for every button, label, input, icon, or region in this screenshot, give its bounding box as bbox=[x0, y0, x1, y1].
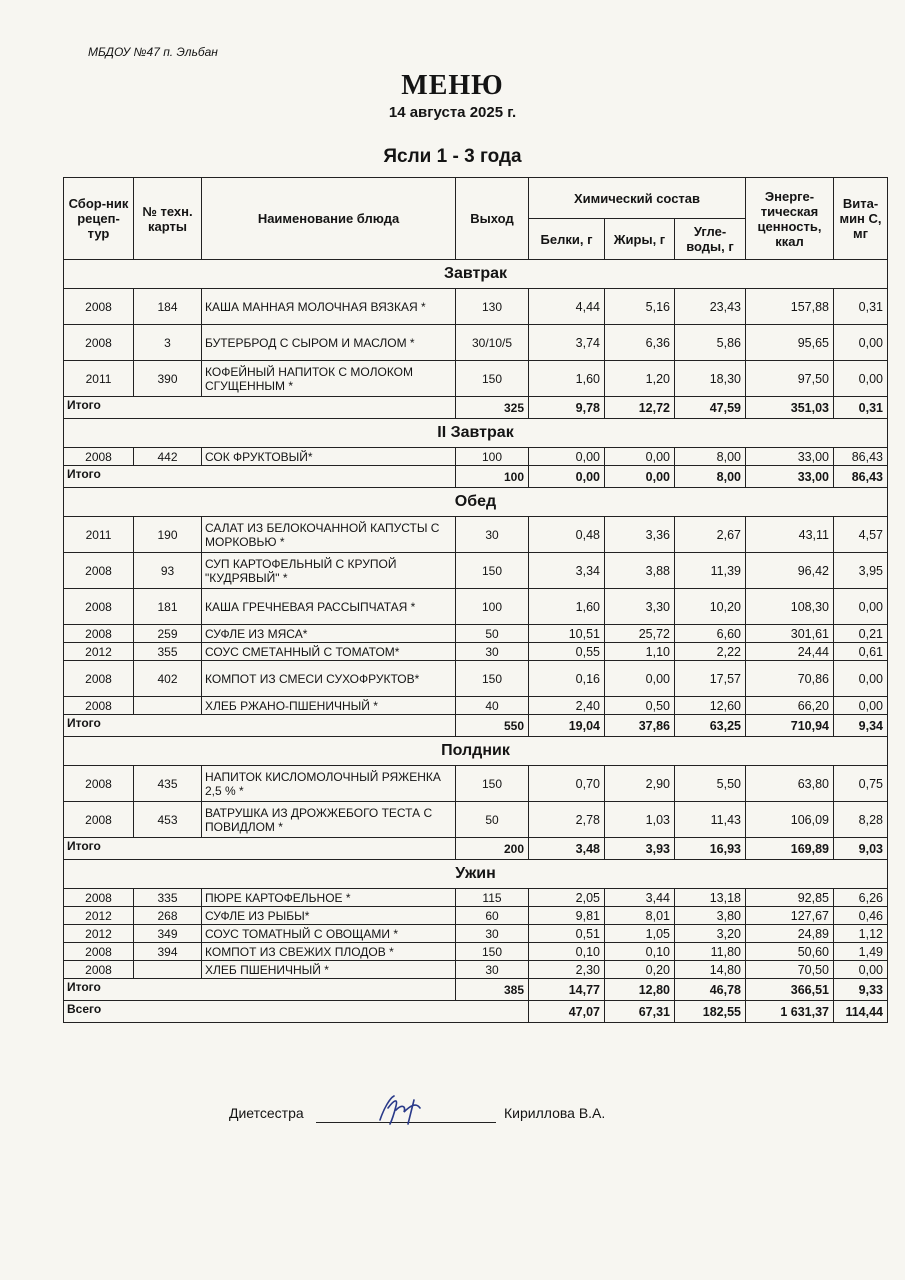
cell-card: 259 bbox=[134, 625, 202, 643]
table-row bbox=[64, 325, 888, 361]
cell-vitc: 0,46 bbox=[834, 907, 888, 925]
total-energy: 351,03 bbox=[746, 397, 834, 419]
table-row bbox=[64, 553, 888, 589]
cell-dish-name: ХЛЕБ РЖАНО-ПШЕНИЧНЫЙ * bbox=[202, 697, 456, 715]
total-fat: 37,86 bbox=[605, 715, 675, 737]
cell-dish-name: НАПИТОК КИСЛОМОЛОЧНЫЙ РЯЖЕНКА 2,5 % * bbox=[202, 766, 456, 802]
cell-fat: 0,00 bbox=[605, 661, 675, 697]
section-title: Полдник bbox=[64, 737, 888, 766]
cell-protein: 2,78 bbox=[529, 802, 605, 838]
cell-yield: 30 bbox=[456, 925, 529, 943]
cell-carbs: 6,60 bbox=[675, 625, 746, 643]
header-chem: Химический состав bbox=[529, 178, 746, 219]
cell-card: 268 bbox=[134, 907, 202, 925]
cell-collection: 2008 bbox=[64, 325, 134, 361]
cell-vitc: 86,43 bbox=[834, 448, 888, 466]
cell-vitc: 0,75 bbox=[834, 766, 888, 802]
table-row bbox=[64, 517, 888, 553]
cell-fat: 3,44 bbox=[605, 889, 675, 907]
cell-fat: 3,30 bbox=[605, 589, 675, 625]
age-group: Ясли 1 - 3 года bbox=[383, 146, 522, 167]
cell-fat: 0,20 bbox=[605, 961, 675, 979]
cell-carbs: 10,20 bbox=[675, 589, 746, 625]
cell-carbs: 8,00 bbox=[675, 448, 746, 466]
grand-total-row bbox=[64, 1001, 888, 1023]
cell-carbs: 11,43 bbox=[675, 802, 746, 838]
cell-protein: 2,40 bbox=[529, 697, 605, 715]
table-row bbox=[64, 802, 888, 838]
grand-total-energy: 1 631,37 bbox=[746, 1001, 834, 1023]
cell-energy: 70,86 bbox=[746, 661, 834, 697]
header-vitc: Вита-мин С, мг bbox=[834, 178, 888, 260]
cell-card bbox=[134, 961, 202, 979]
total-protein: 14,77 bbox=[529, 979, 605, 1001]
cell-vitc: 0,61 bbox=[834, 643, 888, 661]
cell-yield: 50 bbox=[456, 625, 529, 643]
cell-dish-name: КАША МАННАЯ МОЛОЧНАЯ ВЯЗКАЯ * bbox=[202, 289, 456, 325]
cell-energy: 33,00 bbox=[746, 448, 834, 466]
cell-vitc: 3,95 bbox=[834, 553, 888, 589]
page-title: МЕНЮ bbox=[401, 70, 504, 101]
cell-collection: 2011 bbox=[64, 517, 134, 553]
cell-collection: 2008 bbox=[64, 802, 134, 838]
table-row bbox=[64, 925, 888, 943]
cell-dish-name: СУП КАРТОФЕЛЬНЫЙ С КРУПОЙ "КУДРЯВЫЙ" * bbox=[202, 553, 456, 589]
cell-yield: 40 bbox=[456, 697, 529, 715]
cell-yield: 115 bbox=[456, 889, 529, 907]
cell-card: 181 bbox=[134, 589, 202, 625]
table-row bbox=[64, 289, 888, 325]
grand-total-carbs: 182,55 bbox=[675, 1001, 746, 1023]
cell-yield: 30/10/5 bbox=[456, 325, 529, 361]
cell-energy: 63,80 bbox=[746, 766, 834, 802]
cell-dish-name: СОУС ТОМАТНЫЙ С ОВОЩАМИ * bbox=[202, 925, 456, 943]
cell-carbs: 2,67 bbox=[675, 517, 746, 553]
total-yield: 200 bbox=[456, 838, 529, 860]
cell-yield: 150 bbox=[456, 661, 529, 697]
cell-energy: 66,20 bbox=[746, 697, 834, 715]
table-row bbox=[64, 889, 888, 907]
cell-fat: 0,10 bbox=[605, 943, 675, 961]
table-row bbox=[64, 943, 888, 961]
cell-carbs: 11,80 bbox=[675, 943, 746, 961]
cell-carbs: 5,86 bbox=[675, 325, 746, 361]
table-row bbox=[64, 448, 888, 466]
cell-carbs: 14,80 bbox=[675, 961, 746, 979]
cell-yield: 50 bbox=[456, 802, 529, 838]
cell-fat: 2,90 bbox=[605, 766, 675, 802]
cell-yield: 30 bbox=[456, 517, 529, 553]
cell-energy: 108,30 bbox=[746, 589, 834, 625]
cell-yield: 150 bbox=[456, 553, 529, 589]
cell-protein: 9,81 bbox=[529, 907, 605, 925]
total-yield: 550 bbox=[456, 715, 529, 737]
cell-collection: 2012 bbox=[64, 643, 134, 661]
cell-collection: 2008 bbox=[64, 289, 134, 325]
menu-date: 14 августа 2025 г. bbox=[388, 104, 517, 121]
cell-card: 390 bbox=[134, 361, 202, 397]
table-row bbox=[64, 361, 888, 397]
cell-protein: 10,51 bbox=[529, 625, 605, 643]
cell-collection: 2008 bbox=[64, 553, 134, 589]
cell-fat: 6,36 bbox=[605, 325, 675, 361]
cell-protein: 3,34 bbox=[529, 553, 605, 589]
cell-collection: 2008 bbox=[64, 766, 134, 802]
total-protein: 0,00 bbox=[529, 466, 605, 488]
header-yield: Выход bbox=[456, 178, 529, 260]
cell-protein: 0,70 bbox=[529, 766, 605, 802]
cell-protein: 0,48 bbox=[529, 517, 605, 553]
total-vitc: 0,31 bbox=[834, 397, 888, 419]
cell-dish-name: САЛАТ ИЗ БЕЛОКОЧАННОЙ КАПУСТЫ С МОРКОВЬЮ * bbox=[202, 517, 456, 553]
total-fat: 12,80 bbox=[605, 979, 675, 1001]
cell-energy: 127,67 bbox=[746, 907, 834, 925]
total-carbs: 16,93 bbox=[675, 838, 746, 860]
cell-card: 3 bbox=[134, 325, 202, 361]
cell-vitc: 0,21 bbox=[834, 625, 888, 643]
header-collection: Сбор-ник рецеп-тур bbox=[64, 178, 134, 260]
cell-energy: 97,50 bbox=[746, 361, 834, 397]
grand-total-vitc: 114,44 bbox=[834, 1001, 888, 1023]
table-row bbox=[64, 697, 888, 715]
cell-energy: 301,61 bbox=[746, 625, 834, 643]
total-carbs: 46,78 bbox=[675, 979, 746, 1001]
cell-protein: 0,00 bbox=[529, 448, 605, 466]
total-carbs: 47,59 bbox=[675, 397, 746, 419]
cell-fat: 5,16 bbox=[605, 289, 675, 325]
cell-energy: 157,88 bbox=[746, 289, 834, 325]
cell-protein: 1,60 bbox=[529, 589, 605, 625]
handwritten-signature bbox=[370, 1090, 430, 1128]
section-row bbox=[64, 260, 888, 289]
cell-yield: 60 bbox=[456, 907, 529, 925]
total-protein: 9,78 bbox=[529, 397, 605, 419]
table-row bbox=[64, 661, 888, 697]
cell-card: 93 bbox=[134, 553, 202, 589]
cell-carbs: 3,20 bbox=[675, 925, 746, 943]
cell-protein: 0,10 bbox=[529, 943, 605, 961]
table-row bbox=[64, 907, 888, 925]
total-row bbox=[64, 979, 888, 1001]
cell-vitc: 0,00 bbox=[834, 589, 888, 625]
cell-protein: 2,05 bbox=[529, 889, 605, 907]
cell-carbs: 18,30 bbox=[675, 361, 746, 397]
cell-energy: 96,42 bbox=[746, 553, 834, 589]
grand-total-protein: 47,07 bbox=[529, 1001, 605, 1023]
total-row bbox=[64, 466, 888, 488]
cell-dish-name: СОУС СМЕТАННЫЙ С ТОМАТОМ* bbox=[202, 643, 456, 661]
cell-collection: 2008 bbox=[64, 625, 134, 643]
total-carbs: 8,00 bbox=[675, 466, 746, 488]
cell-protein: 0,51 bbox=[529, 925, 605, 943]
cell-card: 349 bbox=[134, 925, 202, 943]
section-title: Завтрак bbox=[64, 260, 888, 289]
cell-fat: 8,01 bbox=[605, 907, 675, 925]
grand-total-label: Всего bbox=[64, 1001, 529, 1023]
cell-collection: 2008 bbox=[64, 961, 134, 979]
total-energy: 33,00 bbox=[746, 466, 834, 488]
total-yield: 325 bbox=[456, 397, 529, 419]
cell-vitc: 0,00 bbox=[834, 325, 888, 361]
organization-name: МБДОУ №47 п. Эльбан bbox=[88, 45, 218, 59]
cell-collection: 2008 bbox=[64, 589, 134, 625]
total-vitc: 9,34 bbox=[834, 715, 888, 737]
cell-card: 394 bbox=[134, 943, 202, 961]
cell-dish-name: СУФЛЕ ИЗ МЯСА* bbox=[202, 625, 456, 643]
cell-yield: 150 bbox=[456, 766, 529, 802]
cell-energy: 43,11 bbox=[746, 517, 834, 553]
cell-dish-name: СУФЛЕ ИЗ РЫБЫ* bbox=[202, 907, 456, 925]
cell-card: 335 bbox=[134, 889, 202, 907]
total-row bbox=[64, 715, 888, 737]
cell-card: 442 bbox=[134, 448, 202, 466]
cell-vitc: 0,00 bbox=[834, 661, 888, 697]
cell-carbs: 11,39 bbox=[675, 553, 746, 589]
cell-card bbox=[134, 697, 202, 715]
cell-dish-name: СОК ФРУКТОВЫЙ* bbox=[202, 448, 456, 466]
cell-card: 453 bbox=[134, 802, 202, 838]
cell-energy: 92,85 bbox=[746, 889, 834, 907]
cell-vitc: 1,12 bbox=[834, 925, 888, 943]
section-title: II Завтрак bbox=[64, 419, 888, 448]
cell-energy: 70,50 bbox=[746, 961, 834, 979]
header-card: № техн. карты bbox=[134, 178, 202, 260]
cell-protein: 1,60 bbox=[529, 361, 605, 397]
total-protein: 19,04 bbox=[529, 715, 605, 737]
cell-carbs: 23,43 bbox=[675, 289, 746, 325]
total-yield: 385 bbox=[456, 979, 529, 1001]
cell-dish-name: ВАТРУШКА ИЗ ДРОЖЖЕБОГО ТЕСТА С ПОВИДЛОМ * bbox=[202, 802, 456, 838]
cell-carbs: 17,57 bbox=[675, 661, 746, 697]
total-fat: 0,00 bbox=[605, 466, 675, 488]
cell-collection: 2008 bbox=[64, 448, 134, 466]
cell-collection: 2008 bbox=[64, 697, 134, 715]
total-label: Итого bbox=[64, 715, 456, 737]
cell-fat: 1,10 bbox=[605, 643, 675, 661]
cell-carbs: 2,22 bbox=[675, 643, 746, 661]
section-title: Обед bbox=[64, 488, 888, 517]
cell-dish-name: КАША ГРЕЧНЕВАЯ РАССЫПЧАТАЯ * bbox=[202, 589, 456, 625]
cell-carbs: 12,60 bbox=[675, 697, 746, 715]
section-row bbox=[64, 737, 888, 766]
total-fat: 3,93 bbox=[605, 838, 675, 860]
cell-fat: 1,05 bbox=[605, 925, 675, 943]
total-label: Итого bbox=[64, 979, 456, 1001]
cell-yield: 150 bbox=[456, 943, 529, 961]
table-row bbox=[64, 961, 888, 979]
cell-energy: 95,65 bbox=[746, 325, 834, 361]
cell-collection: 2012 bbox=[64, 925, 134, 943]
cell-protein: 2,30 bbox=[529, 961, 605, 979]
cell-fat: 3,36 bbox=[605, 517, 675, 553]
cell-fat: 3,88 bbox=[605, 553, 675, 589]
total-vitc: 86,43 bbox=[834, 466, 888, 488]
cell-protein: 0,16 bbox=[529, 661, 605, 697]
cell-dish-name: БУТЕРБРОД С СЫРОМ И МАСЛОМ * bbox=[202, 325, 456, 361]
total-energy: 366,51 bbox=[746, 979, 834, 1001]
section-row bbox=[64, 488, 888, 517]
header-energy: Энерге-тическая ценность, ккал bbox=[746, 178, 834, 260]
table-row bbox=[64, 643, 888, 661]
table-row bbox=[64, 766, 888, 802]
cell-dish-name: КОМПОТ ИЗ СВЕЖИХ ПЛОДОВ * bbox=[202, 943, 456, 961]
cell-energy: 106,09 bbox=[746, 802, 834, 838]
cell-card: 355 bbox=[134, 643, 202, 661]
cell-dish-name: КОМПОТ ИЗ СМЕСИ СУХОФРУКТОВ* bbox=[202, 661, 456, 697]
signature-role: Диетсестра bbox=[229, 1105, 304, 1121]
total-carbs: 63,25 bbox=[675, 715, 746, 737]
cell-vitc: 0,31 bbox=[834, 289, 888, 325]
menu-table bbox=[63, 177, 888, 1023]
cell-carbs: 13,18 bbox=[675, 889, 746, 907]
cell-protein: 3,74 bbox=[529, 325, 605, 361]
cell-energy: 24,89 bbox=[746, 925, 834, 943]
cell-dish-name: ХЛЕБ ПШЕНИЧНЫЙ * bbox=[202, 961, 456, 979]
cell-card: 402 bbox=[134, 661, 202, 697]
cell-fat: 0,00 bbox=[605, 448, 675, 466]
cell-collection: 2008 bbox=[64, 661, 134, 697]
cell-vitc: 0,00 bbox=[834, 361, 888, 397]
header-protein: Белки, г bbox=[529, 219, 605, 260]
total-vitc: 9,33 bbox=[834, 979, 888, 1001]
cell-collection: 2008 bbox=[64, 889, 134, 907]
cell-carbs: 5,50 bbox=[675, 766, 746, 802]
cell-vitc: 0,00 bbox=[834, 697, 888, 715]
cell-fat: 0,50 bbox=[605, 697, 675, 715]
signature-name: Кириллова В.А. bbox=[504, 1105, 606, 1121]
cell-dish-name: КОФЕЙНЫЙ НАПИТОК С МОЛОКОМ СГУЩЕННЫМ * bbox=[202, 361, 456, 397]
cell-vitc: 6,26 bbox=[834, 889, 888, 907]
cell-fat: 1,03 bbox=[605, 802, 675, 838]
cell-vitc: 4,57 bbox=[834, 517, 888, 553]
cell-energy: 24,44 bbox=[746, 643, 834, 661]
cell-collection: 2008 bbox=[64, 943, 134, 961]
cell-vitc: 0,00 bbox=[834, 961, 888, 979]
cell-fat: 1,20 bbox=[605, 361, 675, 397]
cell-yield: 150 bbox=[456, 361, 529, 397]
section-row bbox=[64, 419, 888, 448]
cell-vitc: 8,28 bbox=[834, 802, 888, 838]
header-carbs: Угле-воды, г bbox=[675, 219, 746, 260]
total-vitc: 9,03 bbox=[834, 838, 888, 860]
cell-protein: 0,55 bbox=[529, 643, 605, 661]
cell-vitc: 1,49 bbox=[834, 943, 888, 961]
total-energy: 169,89 bbox=[746, 838, 834, 860]
cell-card: 435 bbox=[134, 766, 202, 802]
cell-carbs: 3,80 bbox=[675, 907, 746, 925]
section-title: Ужин bbox=[64, 860, 888, 889]
cell-collection: 2011 bbox=[64, 361, 134, 397]
cell-yield: 100 bbox=[456, 589, 529, 625]
table-row bbox=[64, 625, 888, 643]
total-row bbox=[64, 838, 888, 860]
header-name: Наименование блюда bbox=[202, 178, 456, 260]
section-row bbox=[64, 860, 888, 889]
total-row bbox=[64, 397, 888, 419]
grand-total-fat: 67,31 bbox=[605, 1001, 675, 1023]
cell-fat: 25,72 bbox=[605, 625, 675, 643]
menu-body bbox=[64, 260, 888, 1023]
cell-yield: 130 bbox=[456, 289, 529, 325]
total-label: Итого bbox=[64, 397, 456, 419]
cell-card: 184 bbox=[134, 289, 202, 325]
cell-yield: 30 bbox=[456, 643, 529, 661]
total-label: Итого bbox=[64, 466, 456, 488]
total-energy: 710,94 bbox=[746, 715, 834, 737]
total-label: Итого bbox=[64, 838, 456, 860]
cell-protein: 4,44 bbox=[529, 289, 605, 325]
total-protein: 3,48 bbox=[529, 838, 605, 860]
cell-yield: 100 bbox=[456, 448, 529, 466]
cell-card: 190 bbox=[134, 517, 202, 553]
total-yield: 100 bbox=[456, 466, 529, 488]
cell-energy: 50,60 bbox=[746, 943, 834, 961]
cell-yield: 30 bbox=[456, 961, 529, 979]
total-fat: 12,72 bbox=[605, 397, 675, 419]
cell-collection: 2012 bbox=[64, 907, 134, 925]
header-fat: Жиры, г bbox=[605, 219, 675, 260]
cell-dish-name: ПЮРЕ КАРТОФЕЛЬНОЕ * bbox=[202, 889, 456, 907]
table-row bbox=[64, 589, 888, 625]
